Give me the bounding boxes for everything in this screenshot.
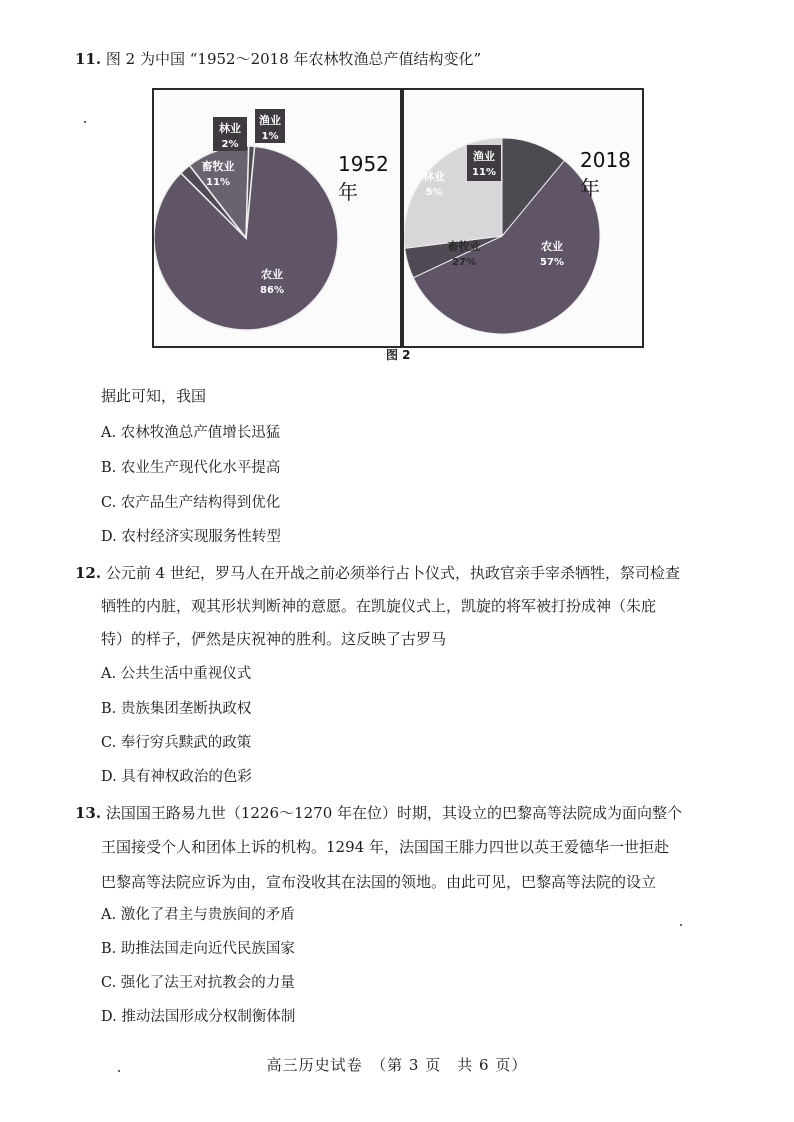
pie-label-name: 农业 bbox=[541, 240, 563, 253]
pie-label-name: 畜牧业 bbox=[447, 240, 481, 253]
q11-option-d[interactable]: D. 农村经济实现服务性转型 bbox=[101, 529, 281, 545]
q11-option-c[interactable]: C. 农产品生产结构得到优化 bbox=[101, 495, 281, 511]
q13-option-b[interactable]: B. 助推法国走向近代民族国家 bbox=[101, 941, 295, 957]
q11-lead: 据此可知，我国 bbox=[101, 387, 207, 405]
q12-option-d[interactable]: D. 具有神权政治的色彩 bbox=[101, 769, 252, 785]
chart-title-2018: 2018年 bbox=[580, 148, 631, 200]
chart-title-1952: 1952年 bbox=[338, 152, 389, 204]
q12-text-1: 公元前 4 世纪，罗马人在开战之前必须举行占卜仪式，执政官亲手宰杀牺牲，祭司检查 bbox=[105, 564, 680, 582]
pie-label-渔业 bbox=[467, 145, 501, 181]
pie-label-value: 2% bbox=[221, 139, 239, 150]
page-footer: 高三历史试卷 （第 3 页 共 6 页） bbox=[266, 1056, 528, 1074]
figure-caption: 图 2 bbox=[386, 348, 411, 362]
pie-label-name: 农业 bbox=[261, 268, 283, 281]
q11-stem bbox=[75, 49, 481, 69]
pie-label-value: 11% bbox=[206, 177, 230, 188]
pie-chart-1952 bbox=[152, 88, 402, 348]
pie-1952-svg bbox=[154, 90, 400, 346]
q13-option-c[interactable]: C. 强化了法王对抗教会的力量 bbox=[101, 975, 295, 991]
q13-option-a[interactable]: A. 激化了君主与贵族间的矛盾 bbox=[101, 907, 295, 923]
scan-speck bbox=[84, 121, 86, 123]
pie-chart-2018 bbox=[402, 88, 644, 348]
q12-line-1 bbox=[75, 563, 680, 583]
pie-label-name: 渔业 bbox=[259, 114, 281, 127]
pie-label-渔业 bbox=[255, 109, 285, 143]
pie-label-林业 bbox=[213, 117, 247, 151]
pie-label-value: 86% bbox=[260, 285, 284, 296]
q13-number: 13. bbox=[75, 804, 102, 822]
q12-line-2: 牺牲的内脏，观其形状判断神的意愿。在凯旋仪式上，凯旋的将军被打扮成神（朱庇 bbox=[101, 597, 657, 615]
q13-line-1 bbox=[75, 803, 682, 823]
q11-option-b[interactable]: B. 农业生产现代化水平提高 bbox=[101, 460, 281, 476]
scan-speck bbox=[680, 924, 682, 926]
q13-line-2: 王国接受个人和团体上诉的机构。1294 年，法国国王腓力四世以英王爱德华一世拒赴 bbox=[101, 838, 669, 856]
q12-option-c[interactable]: C. 奉行穷兵黩武的政策 bbox=[101, 735, 252, 751]
pie-label-value: 27% bbox=[452, 257, 476, 268]
pie-label-name: 林业 bbox=[423, 170, 445, 183]
pie-label-value: 57% bbox=[540, 257, 564, 268]
q13-text-1: 法国国王路易九世（1226～1270 年在位）时期，其设立的巴黎高等法院成为面向整个 bbox=[105, 804, 683, 822]
q13-option-d[interactable]: D. 推动法国形成分权制衡体制 bbox=[101, 1009, 296, 1025]
pie-label-name: 林业 bbox=[219, 122, 241, 135]
q11-stem-text: 图 2 为中国 “1952～2018 年农林牧渔总产值结构变化” bbox=[105, 50, 482, 68]
pie-2018-svg bbox=[404, 90, 642, 346]
q12-number: 12. bbox=[75, 564, 102, 582]
scan-speck bbox=[118, 1070, 120, 1072]
pie-label-name: 渔业 bbox=[473, 150, 495, 163]
q11-number: 11. bbox=[75, 50, 102, 68]
q12-option-b[interactable]: B. 贵族集团垄断执政权 bbox=[101, 701, 252, 717]
pie-label-value: 1% bbox=[261, 131, 279, 142]
q12-option-a[interactable]: A. 公共生活中重视仪式 bbox=[101, 666, 252, 682]
q11-option-a[interactable]: A. 农林牧渔总产值增长迅猛 bbox=[101, 425, 281, 441]
pie-label-value: 5% bbox=[425, 187, 443, 198]
pie-label-name: 畜牧业 bbox=[201, 160, 235, 173]
q13-line-3: 巴黎高等法院应诉为由，宣布没收其在法国的领地。由此可见，巴黎高等法院的设立 bbox=[101, 873, 657, 891]
q12-line-3: 特）的样子，俨然是庆祝神的胜利。这反映了古罗马 bbox=[101, 630, 447, 648]
pie-label-value: 11% bbox=[472, 167, 496, 178]
